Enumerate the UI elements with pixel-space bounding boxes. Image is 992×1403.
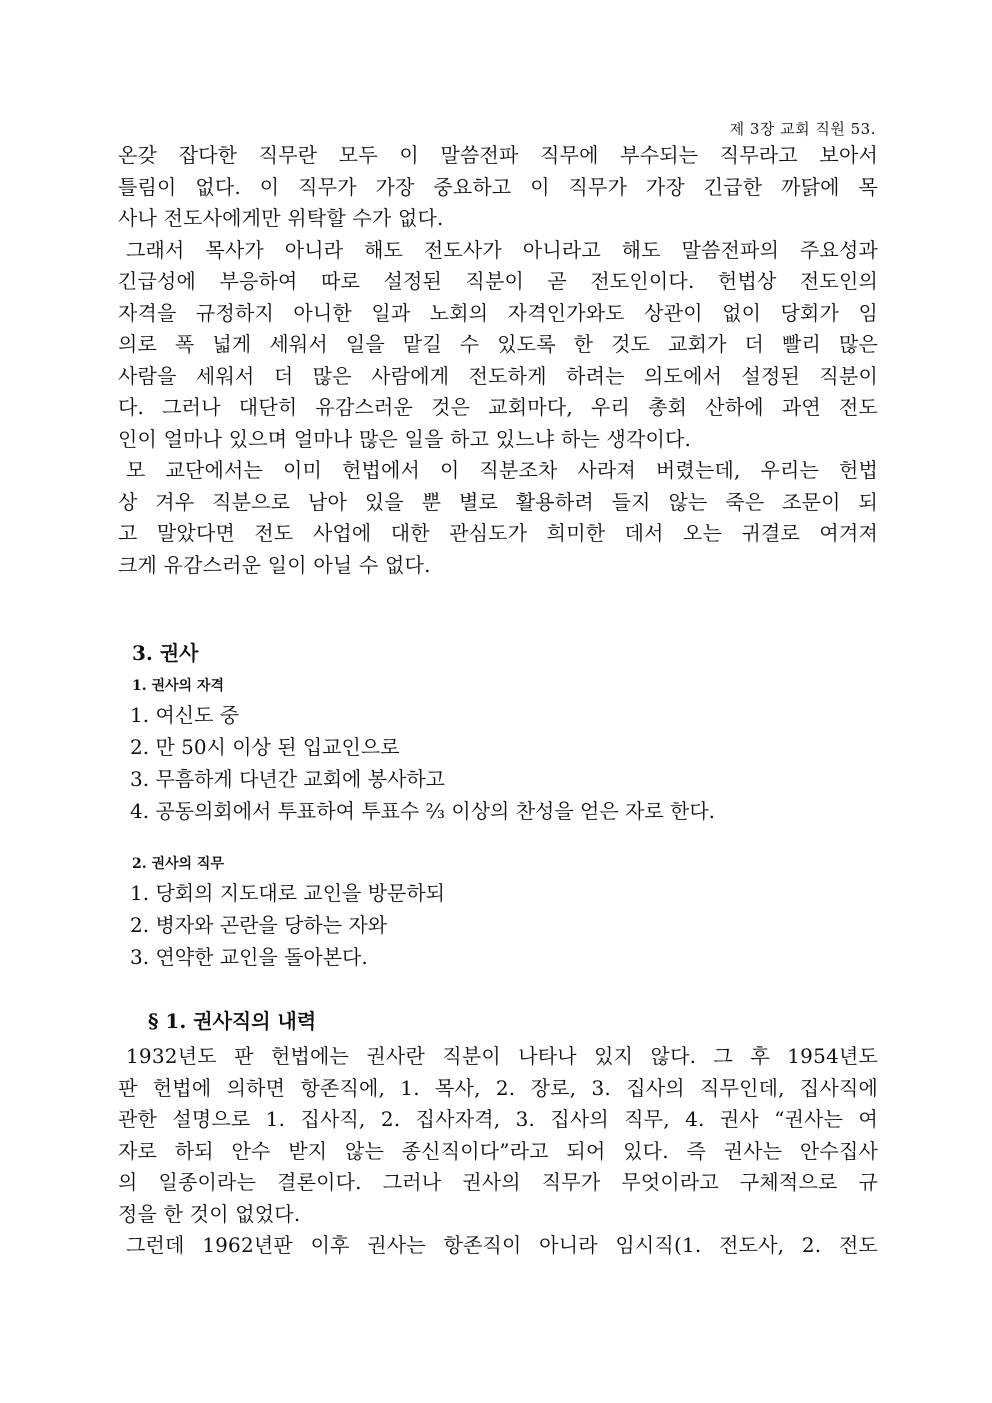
duty-list bbox=[118, 877, 878, 973]
qualification-list bbox=[118, 699, 878, 827]
text-line: 인이 얼마나 있으며 얼마나 많은 일을 하고 있느냐 하는 생각이다. bbox=[118, 426, 692, 451]
text-line: 의로 폭 넓게 세워서 일을 맡길 수 있도록 한 것도 교회가 더 빨리 많은 bbox=[118, 332, 878, 356]
history-paragraph-1 bbox=[118, 1041, 878, 1230]
paragraph-1 bbox=[118, 140, 878, 235]
text-line: 다. 그러나 대단히 유감스러운 것은 교회마다, 우리 총회 산하에 과연 전도 bbox=[118, 395, 878, 419]
list-item: 3. 연약한 교인을 돌아본다. bbox=[130, 945, 368, 969]
text-line: 자격을 규정하지 아니한 일과 노회의 자격인가와도 상관이 없이 당회가 임 bbox=[118, 300, 878, 325]
text-line: 그런데 1962년판 이후 권사는 항존직이 아니라 임시직(1. 전도사, 2. 전도 bbox=[126, 1233, 878, 1257]
subsection-heading: 2. 권사의 직무 bbox=[132, 856, 224, 872]
paragraph-3 bbox=[118, 455, 878, 581]
text-line: 사나 전도사에게만 위탁할 수가 없다. bbox=[118, 206, 444, 230]
text-line: 판 헌법에 의하면 항존직에, 1. 목사, 2. 장로, 3. 집사의 직무인데, 집사직에 bbox=[118, 1075, 878, 1100]
text-line: 의 일종이라는 결론이다. 그러나 권사의 직무가 무엇이라고 구체적으로 규 bbox=[118, 1170, 878, 1194]
text-line: 틀림이 없다. 이 직무가 가장 중요하고 이 직무가 가장 긴급한 까닭에 목 bbox=[118, 174, 878, 199]
paragraph-2 bbox=[118, 235, 878, 456]
list-item: 3. 무흠하게 다년간 교회에 봉사하고 bbox=[130, 767, 445, 791]
section-title: 3. 권사 bbox=[132, 641, 199, 665]
text-line: 사람을 세워서 더 많은 사람에게 전도하게 하려는 의도에서 설정된 직분이 bbox=[118, 363, 878, 388]
text-line: 관한 설명으로 1. 집사직, 2. 집사자격, 3. 집사의 직무, 4. 권사 “권사는 여 bbox=[118, 1107, 878, 1131]
text-line: 1932년도 판 헌법에는 권사란 직분이 나타나 있지 않다. 그 후 1954년도 bbox=[126, 1044, 878, 1068]
history-paragraph-2 bbox=[118, 1230, 878, 1262]
list-item: 2. 만 50시 이상 된 입교인으로 bbox=[130, 735, 400, 759]
text-line: 온갖 잡다한 직무란 모두 이 말씀전파 직무에 부수되는 직무라고 보아서 bbox=[118, 143, 878, 167]
list-item: 1. 당회의 지도대로 교인을 방문하되 bbox=[130, 881, 445, 905]
text-line: 상 겨우 직분으로 남아 있을 뿐 별로 활용하려 들지 않는 죽은 조문이 되 bbox=[118, 489, 878, 514]
running-head: 제 3장 교회 직원 53. bbox=[729, 120, 876, 138]
text-line: 그래서 목사가 아니라 해도 전도사가 아니라고 해도 말씀전파의 주요성과 bbox=[126, 237, 878, 262]
text-line: 정을 한 것이 없었다. bbox=[118, 1201, 301, 1226]
text-line: 고 말았다면 전도 사업에 대한 관심도가 희미한 데서 오는 귀결로 여겨져 bbox=[118, 521, 878, 545]
text-line: 자로 하되 안수 받지 않는 종신직이다”라고 되어 있다. 즉 권사는 안수집사 bbox=[118, 1138, 878, 1163]
history-title: § 1. 권사직의 내력 bbox=[148, 1009, 317, 1033]
list-item: 2. 병자와 곤란을 당하는 자와 bbox=[130, 913, 388, 937]
list-item: 1. 여신도 중 bbox=[130, 703, 240, 727]
text-line: 긴급성에 부응하여 따로 설정된 직분이 곧 전도인이다. 헌법상 전도인의 bbox=[118, 269, 878, 293]
subsection-heading: 1. 권사의 자격 bbox=[132, 678, 224, 694]
text-line: 크게 유감스러운 일이 아닐 수 없다. bbox=[118, 552, 431, 577]
page-body bbox=[118, 140, 878, 1262]
text-line: 모 교단에서는 이미 헌법에서 이 직분조차 사라져 버렸는데, 우리는 헌법 bbox=[126, 458, 878, 482]
list-item: 4. 공동의회에서 투표하여 투표수 ⅔ 이상의 찬성을 얻은 자로 한다. bbox=[130, 799, 716, 823]
